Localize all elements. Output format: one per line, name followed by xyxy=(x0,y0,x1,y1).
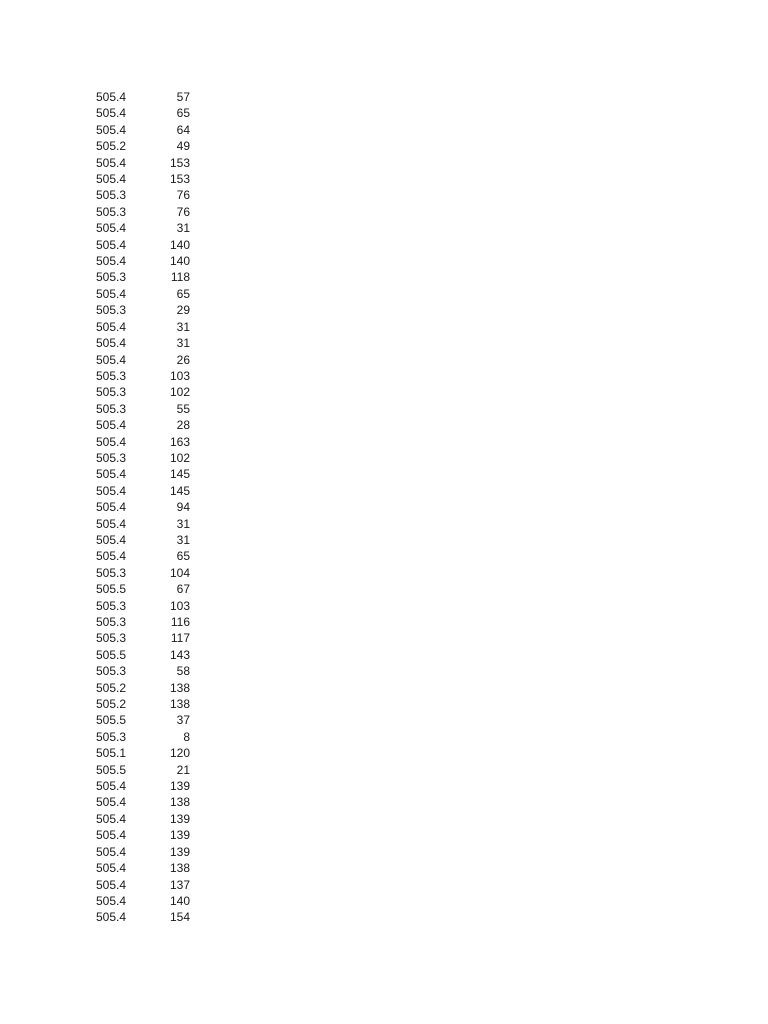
cell-value-b: 8 xyxy=(183,729,190,744)
cell-value-a: 505.4 xyxy=(96,549,127,564)
cell-value-a: 505.5 xyxy=(96,762,127,777)
cell-value-a: 505.3 xyxy=(96,615,127,629)
table-row xyxy=(96,860,206,876)
table-row xyxy=(96,483,206,499)
table-row xyxy=(96,811,206,827)
table-row xyxy=(96,171,206,187)
cell-value-b: 117 xyxy=(170,631,190,646)
table-row xyxy=(96,220,206,236)
table-row xyxy=(96,335,206,351)
table-row xyxy=(96,712,206,728)
table-row xyxy=(96,827,206,843)
cell-value-a: 505.4 xyxy=(96,254,127,269)
cell-value-b: 28 xyxy=(176,418,190,433)
table-row xyxy=(96,187,206,203)
cell-value-a: 505.4 xyxy=(96,877,127,892)
cell-value-b: 143 xyxy=(169,647,190,662)
cell-value-b: 116 xyxy=(170,615,190,629)
cell-value-b: 65 xyxy=(176,286,190,301)
cell-value-b: 138 xyxy=(169,697,190,712)
cell-value-b: 102 xyxy=(169,385,190,400)
cell-value-a: 505.3 xyxy=(96,450,127,465)
cell-value-b: 57 xyxy=(176,90,190,104)
cell-value-a: 505.4 xyxy=(96,467,127,482)
cell-value-b: 138 xyxy=(169,861,190,876)
cell-value-b: 103 xyxy=(169,598,190,613)
table-row xyxy=(96,417,206,433)
cell-value-b: 31 xyxy=(176,336,190,351)
cell-value-b: 120 xyxy=(169,746,190,761)
data-table xyxy=(96,89,206,926)
table-row xyxy=(96,237,206,253)
table-row xyxy=(96,696,206,712)
cell-value-b: 139 xyxy=(169,828,190,843)
cell-value-b: 153 xyxy=(169,155,190,170)
table-row xyxy=(96,384,206,400)
cell-value-a: 505.4 xyxy=(96,532,127,547)
cell-value-a: 505.5 xyxy=(96,647,127,662)
table-row xyxy=(96,565,206,581)
cell-value-b: 65 xyxy=(176,549,190,564)
cell-value-a: 505.3 xyxy=(96,729,127,744)
table-row xyxy=(96,680,206,696)
cell-value-b: 137 xyxy=(169,877,190,892)
cell-value-b: 55 xyxy=(176,401,190,416)
cell-value-b: 58 xyxy=(176,664,190,679)
cell-value-b: 118 xyxy=(170,270,190,285)
cell-value-b: 26 xyxy=(176,352,190,367)
cell-value-b: 94 xyxy=(176,500,190,515)
cell-value-b: 31 xyxy=(176,319,190,334)
cell-value-b: 21 xyxy=(176,762,190,777)
cell-value-a: 505.4 xyxy=(96,861,127,876)
table-row xyxy=(96,844,206,860)
cell-value-b: 31 xyxy=(176,516,190,531)
cell-value-a: 505.3 xyxy=(96,204,127,219)
cell-value-b: 153 xyxy=(169,172,190,187)
table-row xyxy=(96,450,206,466)
cell-value-a: 505.4 xyxy=(96,122,127,137)
cell-value-b: 102 xyxy=(169,450,190,465)
cell-value-b: 76 xyxy=(176,204,190,219)
cell-value-a: 505.4 xyxy=(96,155,127,170)
table-row xyxy=(96,122,206,138)
table-row xyxy=(96,630,206,646)
cell-value-b: 104 xyxy=(169,565,190,580)
table-row xyxy=(96,138,206,154)
cell-value-a: 505.1 xyxy=(96,746,127,761)
cell-value-a: 505.4 xyxy=(96,172,127,187)
cell-value-a: 505.3 xyxy=(96,368,127,383)
cell-value-a: 505.3 xyxy=(96,664,127,679)
table-row xyxy=(96,532,206,548)
cell-value-b: 29 xyxy=(176,303,190,318)
cell-value-a: 505.5 xyxy=(96,582,127,597)
table-row xyxy=(96,105,206,121)
cell-value-b: 145 xyxy=(169,467,190,482)
table-row xyxy=(96,204,206,220)
cell-value-a: 505.4 xyxy=(96,286,127,301)
cell-value-b: 64 xyxy=(176,122,190,137)
cell-value-b: 154 xyxy=(169,910,190,925)
table-row xyxy=(96,466,206,482)
cell-value-a: 505.3 xyxy=(96,303,127,318)
cell-value-a: 505.2 xyxy=(96,139,127,154)
cell-value-a: 505.4 xyxy=(96,106,127,121)
table-row xyxy=(96,286,206,302)
cell-value-b: 140 xyxy=(169,254,190,269)
table-row xyxy=(96,794,206,810)
cell-value-a: 505.4 xyxy=(96,828,127,843)
cell-value-a: 505.3 xyxy=(96,598,127,613)
table-row xyxy=(96,762,206,778)
table-row xyxy=(96,778,206,794)
cell-value-a: 505.4 xyxy=(96,319,127,334)
cell-value-a: 505.4 xyxy=(96,336,127,351)
cell-value-a: 505.4 xyxy=(96,516,127,531)
table-row xyxy=(96,401,206,417)
table-row xyxy=(96,269,206,285)
cell-value-b: 163 xyxy=(169,434,190,449)
cell-value-b: 140 xyxy=(169,893,190,908)
cell-value-a: 505.4 xyxy=(96,221,127,236)
cell-value-b: 31 xyxy=(176,532,190,547)
cell-value-a: 505.4 xyxy=(96,237,127,252)
cell-value-a: 505.3 xyxy=(96,401,127,416)
cell-value-a: 505.4 xyxy=(96,844,127,859)
cell-value-a: 505.4 xyxy=(96,795,127,810)
table-row xyxy=(96,663,206,679)
cell-value-b: 139 xyxy=(169,844,190,859)
table-row xyxy=(96,499,206,515)
cell-value-b: 145 xyxy=(169,483,190,498)
cell-value-a: 505.4 xyxy=(96,418,127,433)
cell-value-b: 139 xyxy=(169,779,190,794)
cell-value-a: 505.4 xyxy=(96,483,127,498)
cell-value-b: 67 xyxy=(176,582,190,597)
table-row xyxy=(96,155,206,171)
table-row xyxy=(96,516,206,532)
table-row xyxy=(96,598,206,614)
cell-value-a: 505.3 xyxy=(96,385,127,400)
table-row xyxy=(96,352,206,368)
cell-value-b: 138 xyxy=(169,680,190,695)
table-row xyxy=(96,745,206,761)
cell-value-b: 65 xyxy=(176,106,190,121)
table-row xyxy=(96,434,206,450)
cell-value-b: 76 xyxy=(176,188,190,203)
cell-value-b: 31 xyxy=(176,221,190,236)
cell-value-a: 505.4 xyxy=(96,352,127,367)
table-row xyxy=(96,368,206,384)
cell-value-a: 505.4 xyxy=(96,434,127,449)
cell-value-b: 37 xyxy=(176,713,190,728)
cell-value-b: 49 xyxy=(176,139,190,154)
table-row xyxy=(96,581,206,597)
cell-value-a: 505.4 xyxy=(96,910,127,925)
cell-value-a: 505.3 xyxy=(96,565,127,580)
table-row xyxy=(96,89,206,105)
table-row xyxy=(96,614,206,630)
table-row xyxy=(96,548,206,564)
cell-value-b: 138 xyxy=(169,795,190,810)
table-row xyxy=(96,729,206,745)
table-row xyxy=(96,893,206,909)
cell-value-a: 505.4 xyxy=(96,779,127,794)
cell-value-a: 505.4 xyxy=(96,90,127,104)
table-row xyxy=(96,302,206,318)
table-row xyxy=(96,647,206,663)
cell-value-b: 140 xyxy=(169,237,190,252)
table-row xyxy=(96,253,206,269)
table-row xyxy=(96,319,206,335)
cell-value-a: 505.2 xyxy=(96,697,127,712)
cell-value-a: 505.3 xyxy=(96,188,127,203)
cell-value-a: 505.3 xyxy=(96,631,127,646)
cell-value-b: 139 xyxy=(169,811,190,826)
table-row xyxy=(96,877,206,893)
cell-value-a: 505.4 xyxy=(96,811,127,826)
cell-value-a: 505.2 xyxy=(96,680,127,695)
cell-value-a: 505.3 xyxy=(96,270,127,285)
cell-value-a: 505.4 xyxy=(96,893,127,908)
cell-value-a: 505.5 xyxy=(96,713,127,728)
cell-value-a: 505.4 xyxy=(96,500,127,515)
cell-value-b: 103 xyxy=(169,368,190,383)
table-row xyxy=(96,909,206,925)
